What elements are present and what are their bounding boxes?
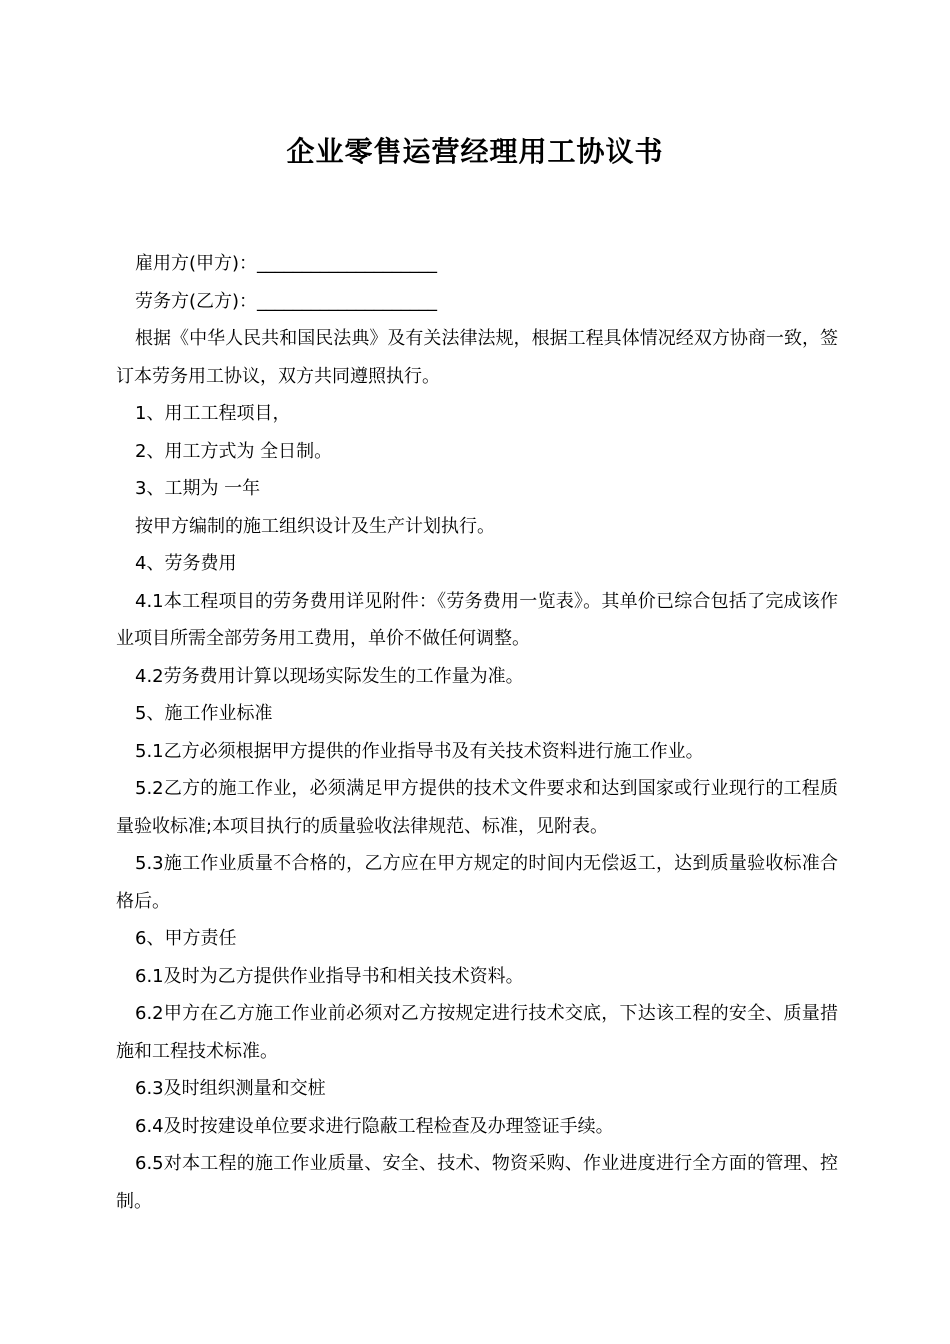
clause-5-1: 5.1乙方必须根据甲方提供的作业指导书及有关技术资料进行施工作业。 [135,740,704,762]
clause-4-1: 4.1本工程项目的劳务费用详见附件：《劳务费用一览表》。其单价已综合包括了完成该作业项目所需全部劳务用工费用，单价不做任何调整。 [116,590,838,649]
preamble-paragraph: 根据《中华人民共和国民法典》及有关法律法规，根据工程具体情况经双方协商一致，签订本劳务用工协议，双方共同遵照执行。 [116,328,838,387]
clause-1: 1、用工工程项目， [135,403,291,424]
worker-line: 劳务方(乙方)：____________________ [135,290,438,312]
clause-6-5: 6.5对本工程的施工作业质量、安全、技术、物资采购、作业进度进行全方面的管理、控制。 [116,1153,838,1212]
clause-6-4: 6.4及时按建设单位要求进行隐蔽工程检查及办理签证手续。 [135,1115,614,1137]
clause-6-2: 6.2甲方在乙方施工作业前必须对乙方按规定进行技术交底，下达该工程的安全、质量措施和工程技术标准。 [116,1003,838,1062]
document-body [116,245,838,1220]
clause-6-1: 6.1及时为乙方提供作业指导书和相关技术资料。 [135,965,524,987]
clause-5-2: 5.2乙方的施工作业，必须满足甲方提供的技术文件要求和达到国家或行业现行的工程质量验收标准;本项目执行的质量验收法律规范、标准，见附表。 [116,778,838,837]
clause-4-2: 4.2劳务费用计算以现场实际发生的工作量为准。 [135,665,524,687]
section-6-heading: 6、甲方责任 [135,928,237,949]
clause-5-3: 5.3施工作业质量不合格的，乙方应在甲方规定的时间内无偿返工，达到质量验收标准合格后。 [116,853,838,912]
clause-3: 3、工期为 一年 [135,478,261,499]
clause-2: 2、用工方式为 全日制。 [135,440,333,462]
document-title: 企业零售运营经理用工协议书 [286,135,664,168]
employer-line: 雇用方(甲方)：____________________ [135,253,438,274]
clause-3-detail: 按甲方编制的施工组织设计及生产计划执行。 [135,515,495,537]
section-4-heading: 4、劳务费用 [135,553,237,574]
section-5-heading: 5、施工作业标准 [135,703,273,724]
clause-6-3: 6.3及时组织测量和交桩 [135,1078,326,1099]
